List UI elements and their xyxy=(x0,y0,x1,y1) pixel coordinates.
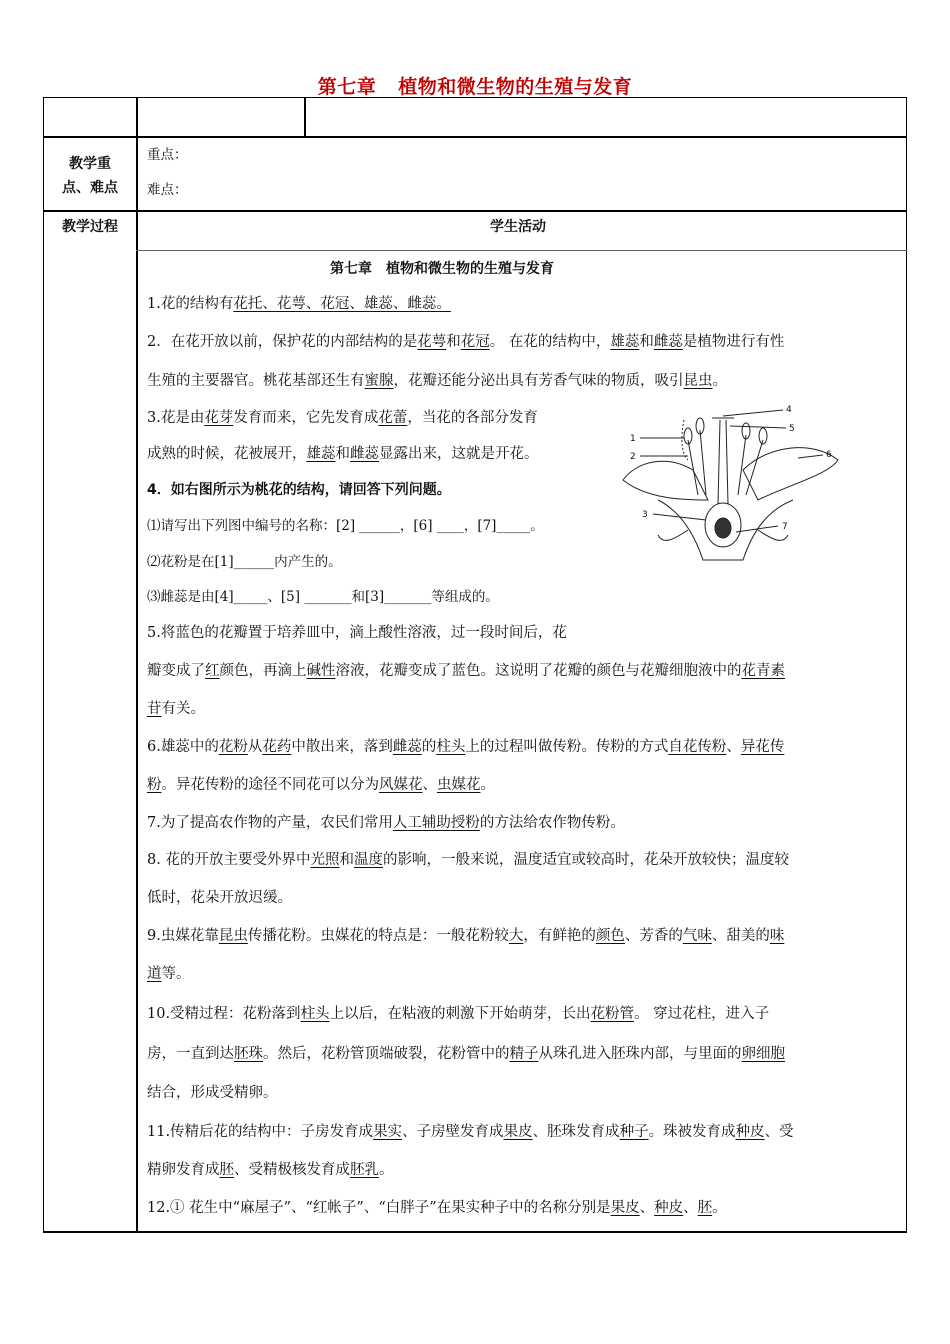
item-4-1: ⑴请写出下列图中编号的名称：[2] ______，[6] ____，[7]_____。 xyxy=(147,518,544,534)
item-5-line1: 5.将蓝色的花瓣置于培养皿中，滴上酸性溶液，过一段时间后，花 xyxy=(147,625,567,641)
item-6-line2: 粉。异花传粉的途径不同花可以分为风媒花、虫媒花。 xyxy=(147,777,495,793)
student-activity-label: 学生活动 xyxy=(490,219,546,235)
difficulty-label: 难点： xyxy=(147,182,188,198)
item-3-line2: 成熟的时候，花被展开，雄蕊和雌蕊显露出来，这就是开花。 xyxy=(147,446,539,462)
item-12: 12.① 花生中“麻屋子”、“红帐子”、“白胖子”在果实种子中的名称分别是果皮、种皮、胚。 xyxy=(147,1200,727,1216)
item-4-2: ⑵花粉是在[1]______内产生的。 xyxy=(147,554,342,570)
chapter-name: 植物和微生物的生殖与发育 xyxy=(398,76,633,98)
focus-label: 重点： xyxy=(147,147,188,163)
page-title xyxy=(0,72,950,99)
content-heading: 第七章 植物和微生物的生殖与发育 xyxy=(330,261,554,277)
item-1: 1.花的结构有花托、花萼、花冠、雄蕊、雌蕊。 xyxy=(147,296,451,312)
column-divider xyxy=(136,97,138,1233)
label-6: 6 xyxy=(826,450,832,460)
row-divider xyxy=(43,136,907,138)
item-2-line2: 生殖的主要器官。桃花基部还生有蜜腺，花瓣还能分泌出具有芳香气味的物质，吸引昆虫。 xyxy=(147,373,727,389)
row-divider xyxy=(136,250,907,251)
key-points-label: 教学重 点、难点 xyxy=(62,156,118,196)
item-2-line1: 2．在花开放以前，保护花的内部结构的是花萼和花冠。 在花的结构中，雄蕊和雌蕊是植物进行有性 xyxy=(147,334,785,350)
label-7: 7 xyxy=(782,522,788,532)
item-8-line1: 8. 花的开放主要受外界中光照和温度的影响，一般来说，温度适宜或较高时，花朵开放较快；温度较 xyxy=(147,852,789,868)
item-4-3: ⑶雌蕊是由[4]_____、[5] _______和[3]_______等组成的。 xyxy=(147,589,499,605)
item-9-line2: 道等。 xyxy=(147,966,191,982)
item-6-line1: 6.雄蕊中的花粉从花药中散出来，落到雌蕊的柱头上的过程叫做传粉。传粉的方式自花传粉、异花传 xyxy=(147,739,785,755)
item-10-line1: 10.受精过程：花粉落到柱头上以后，在粘液的刺激下开始萌芽，长出花粉管。 穿过花柱，进入子 xyxy=(147,1006,770,1022)
row-divider xyxy=(43,210,907,212)
item-11-line2: 精卵发育成胚、受精极核发育成胚乳。 xyxy=(147,1162,394,1178)
header-divider xyxy=(304,97,306,137)
label-4: 4 xyxy=(786,405,792,415)
chapter-number: 第七章 xyxy=(317,76,377,98)
item-10-line3: 结合，形成受精卵。 xyxy=(147,1085,278,1101)
item-9-line1: 9.虫媒花靠昆虫传播花粉。虫媒花的特点是：一般花粉较大，有鲜艳的颜色、芳香的气味、甜美的味 xyxy=(147,928,785,944)
item-5-line3: 苷有关。 xyxy=(147,701,205,717)
label-5: 5 xyxy=(789,424,795,434)
item-4: 4．如右图所示为桃花的结构，请回答下列问题。 xyxy=(147,482,451,498)
label-1: 1 xyxy=(630,434,636,444)
item-8-line2: 低时，花朵开放迟缓。 xyxy=(147,890,292,906)
label-2: 2 xyxy=(630,452,636,462)
item-10-line2: 房，一直到达胚珠。然后，花粉管顶端破裂，花粉管中的精子从珠孔进入胚珠内部，与里面的卵细胞 xyxy=(147,1046,785,1062)
item-7: 7.为了提高农作物的产量，农民们常用人工辅助授粉的方法给农作物传粉。 xyxy=(147,815,625,831)
label-3: 3 xyxy=(642,510,648,520)
process-label: 教学过程 xyxy=(62,219,118,235)
item-11-line1: 11.传精后花的结构中：子房发育成果实、子房壁发育成果皮、胚珠发育成种子。珠被发育成种皮、受 xyxy=(147,1124,794,1140)
item-3-line1: 3.花是由花芽发育而来，它先发育成花蕾，当花的各部分发育 xyxy=(147,410,538,426)
peach-flower-diagram xyxy=(618,400,850,580)
item-5-line2: 瓣变成了红颜色，再滴上碱性溶液，花瓣变成了蓝色。这说明了花瓣的颜色与花瓣细胞液中的花青素 xyxy=(147,663,785,679)
